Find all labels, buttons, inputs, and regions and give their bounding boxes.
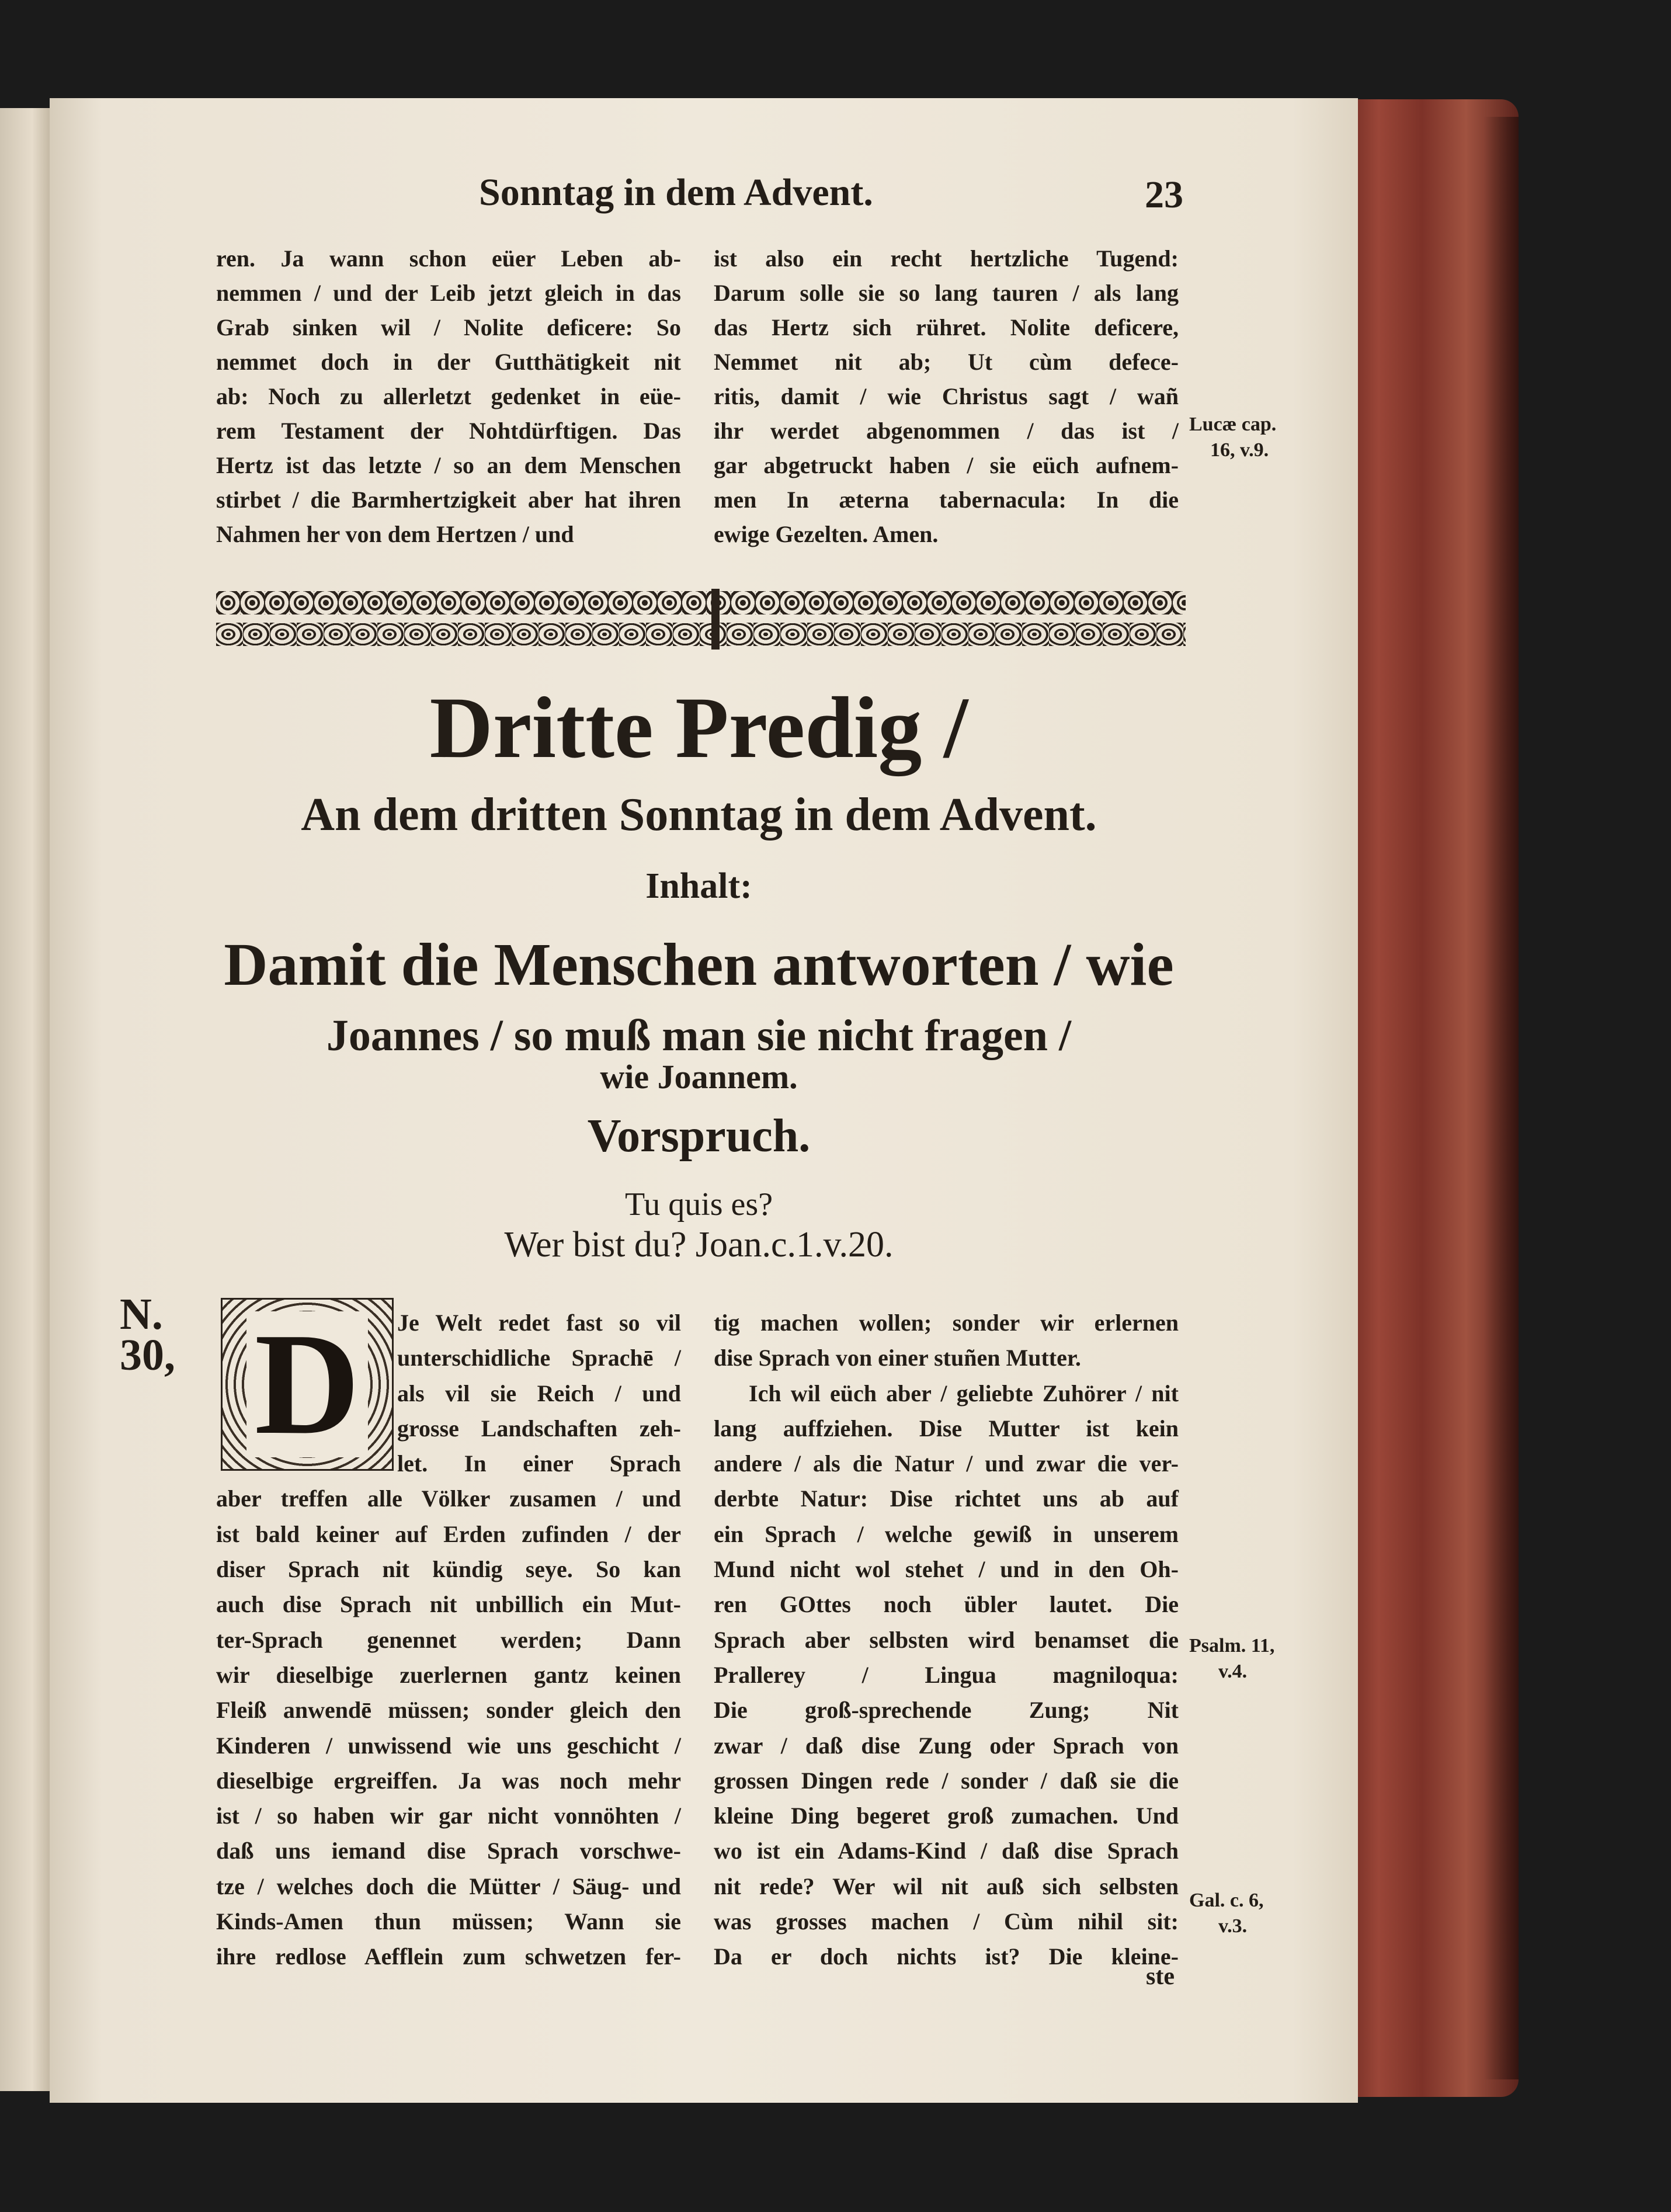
text-line: ist also ein recht hertzliche Tugend: xyxy=(714,245,1179,272)
text-line: ter-Sprach genennet werden; Dann xyxy=(216,1626,681,1653)
text-line: zwar / daß dise Zung oder Sprach von xyxy=(714,1732,1179,1759)
text-line: ist / so haben wir gar nicht vonnöhten / xyxy=(216,1803,681,1829)
ornament-border-bottom xyxy=(216,623,1186,646)
margin-note-lucae xyxy=(1189,412,1276,463)
body-left-column xyxy=(216,1305,681,1975)
margin-note-psalm xyxy=(1189,1633,1274,1685)
text-line: daß uns iemand dise Sprach vorschwe- xyxy=(216,1838,681,1864)
text-line: lang auffziehen. Dise Mutter ist kein xyxy=(714,1415,1179,1442)
margin-note-galatians xyxy=(1189,1888,1263,1939)
catchword: ste xyxy=(1146,1963,1175,1990)
text-line: kleine Ding begeret groß zumachen. Und xyxy=(714,1803,1179,1829)
text-line: als vil sie Reich / und xyxy=(397,1380,681,1407)
inhalt-line: Joannes / so muß man sie nicht fragen / xyxy=(326,1011,1072,1060)
sermon-number-label: N. xyxy=(120,1290,163,1339)
text-line: men In æterna tabernacula: In die xyxy=(714,487,1179,513)
text-line: andere / als die Natur / und zwar die ver- xyxy=(714,1450,1179,1477)
ornament-border-top xyxy=(216,591,1186,614)
facing-page-edge xyxy=(0,108,54,2091)
text-line: dieselbige ergreiffen. Ja was noch mehr xyxy=(216,1767,681,1794)
ornament-divider xyxy=(711,589,720,650)
text-line: ab: Noch zu allerletzt gedenket in eüe- xyxy=(216,383,681,409)
page-block-shadow xyxy=(1484,117,1519,2079)
text-line: ritis, damit / wie Christus sagt / wañ xyxy=(714,383,1179,409)
text-line: grossen Dingen rede / sonder / daß sie die xyxy=(714,1767,1179,1794)
text-line: Nemmet nit ab; Ut cùm defece- xyxy=(714,349,1179,375)
text-line: let. In einer Sprach xyxy=(397,1450,681,1477)
vorspruch-label: Vorspruch. xyxy=(587,1110,811,1162)
text-line: Kinderen / unwissend wie uns geschicht / xyxy=(216,1732,681,1759)
top-left-column xyxy=(216,241,681,551)
text-line: derbte Natur: Dise richtet uns ab auf xyxy=(714,1485,1179,1512)
text-line: Nahmen her von dem Hertzen / und xyxy=(216,521,574,547)
text-line: ren GOttes noch übler lautet. Die xyxy=(714,1591,1179,1618)
text-line: dise Sprach von einer stuñen Mutter. xyxy=(714,1345,1081,1371)
text-line: ihre redlose Aefflein zum schwetzen fer- xyxy=(216,1943,681,1970)
text-line: Fleiß anwendē müssen; sonder gleich den xyxy=(216,1697,681,1724)
text-line: nemmet doch in der Gutthätigkeit nit xyxy=(216,349,681,375)
text-line: grosse Landschaften zeh- xyxy=(397,1415,681,1442)
text-line: Darum solle sie so lang tauren / als lang xyxy=(714,280,1179,306)
text-line: stirbet / die Barmhertzigkeit aber hat ihren xyxy=(216,487,681,513)
text-line: was grosses machen / Cùm nihil sit: xyxy=(714,1908,1179,1935)
margin-note-line: Gal. c. 6, xyxy=(1189,1890,1264,1911)
sermon-subtitle: An dem dritten Sonntag in dem Advent. xyxy=(301,789,1097,841)
text-line: wo ist ein Adams-Kind / daß dise Sprach xyxy=(714,1838,1179,1864)
margin-note-line: 16, v.9. xyxy=(1210,439,1269,461)
text-line: auch dise Sprach nit unbillich ein Mut- xyxy=(216,1591,681,1618)
text-line: Grab sinken wil / Nolite deficere: So xyxy=(216,314,681,341)
inhalt-line: Damit die Menschen antworten / wie xyxy=(224,931,1174,998)
text-line: Mund nicht wol stehet / und in den Oh- xyxy=(714,1556,1179,1583)
text-line: ewige Gezelten. Amen. xyxy=(714,521,939,547)
margin-note-line: Psalm. 11, xyxy=(1189,1635,1275,1657)
text-line: nit rede? Wer wil nit auß sich selbsten xyxy=(714,1873,1179,1900)
text-line: Je Welt redet fast so vil xyxy=(397,1310,681,1336)
sermon-title: Dritte Predig / xyxy=(429,679,968,776)
top-right-column xyxy=(714,241,1179,551)
text-line: Sprach aber selbsten wird benamset die xyxy=(714,1626,1179,1653)
text-line: ein Sprach / welche gewiß in unserem xyxy=(714,1520,1179,1547)
text-line: das Hertz sich rühret. Nolite deficere, xyxy=(714,314,1179,341)
margin-note-line: v.4. xyxy=(1218,1661,1248,1682)
vorspruch-latin: Tu quis es? xyxy=(624,1186,773,1223)
text-line: Die groß-sprechende Zung; Nit xyxy=(714,1697,1179,1724)
text-line: ren. Ja wann schon eüer Leben ab- xyxy=(216,245,681,272)
text-line: ist bald keiner auf Erden zufinden / der xyxy=(216,1520,681,1547)
body-right-column xyxy=(714,1305,1179,1975)
text-line: Da er doch nichts ist? Die kleine- xyxy=(714,1943,1179,1970)
margin-note-line: v.3. xyxy=(1218,1915,1248,1937)
text-line: aber treffen alle Völker zusamen / und xyxy=(216,1485,681,1512)
text-line: nemmen / und der Leib jetzt gleich in das xyxy=(216,280,681,306)
text-line: Prallerey / Lingua magniloqua: xyxy=(714,1661,1179,1688)
inhalt-line: wie Joannem. xyxy=(600,1058,798,1096)
page-number: 23 xyxy=(1145,173,1183,216)
text-line: unterschidliche Sprachē / xyxy=(397,1345,681,1371)
running-head: Sonntag in dem Advent. xyxy=(479,171,873,214)
text-line: diser Sprach nit kündig seye. So kan xyxy=(216,1556,681,1583)
text-line: tig machen wollen; sonder wir erlernen xyxy=(714,1310,1179,1336)
text-line: Hertz ist das letzte / so an dem Menschen xyxy=(216,452,681,478)
text-line: Ich wil eüch aber / geliebte Zuhörer / nit xyxy=(749,1380,1179,1407)
text-line: wir dieselbige zuerlernen gantz keinen xyxy=(216,1661,681,1688)
sermon-number-value: 30, xyxy=(120,1331,175,1380)
text-line: ihr werdet abgenommen / das ist / xyxy=(714,418,1179,444)
drop-cap-letter: D xyxy=(246,1311,369,1457)
text-line: tze / welches doch die Mütter / Säug- und xyxy=(216,1873,681,1900)
vorspruch-german: Wer bist du? Joan.c.1.v.20. xyxy=(504,1225,894,1265)
text-line: rem Testament der Nohtdürftigen. Das xyxy=(216,418,681,444)
sermon-number xyxy=(120,1290,175,1380)
text-line: Kinds-Amen thun müssen; Wann sie xyxy=(216,1908,681,1935)
margin-note-line: Lucæ cap. xyxy=(1189,414,1277,435)
text-line: gar abgetruckt haben / sie eüch aufnem- xyxy=(714,452,1179,478)
inhalt-label: Inhalt: xyxy=(645,866,752,906)
